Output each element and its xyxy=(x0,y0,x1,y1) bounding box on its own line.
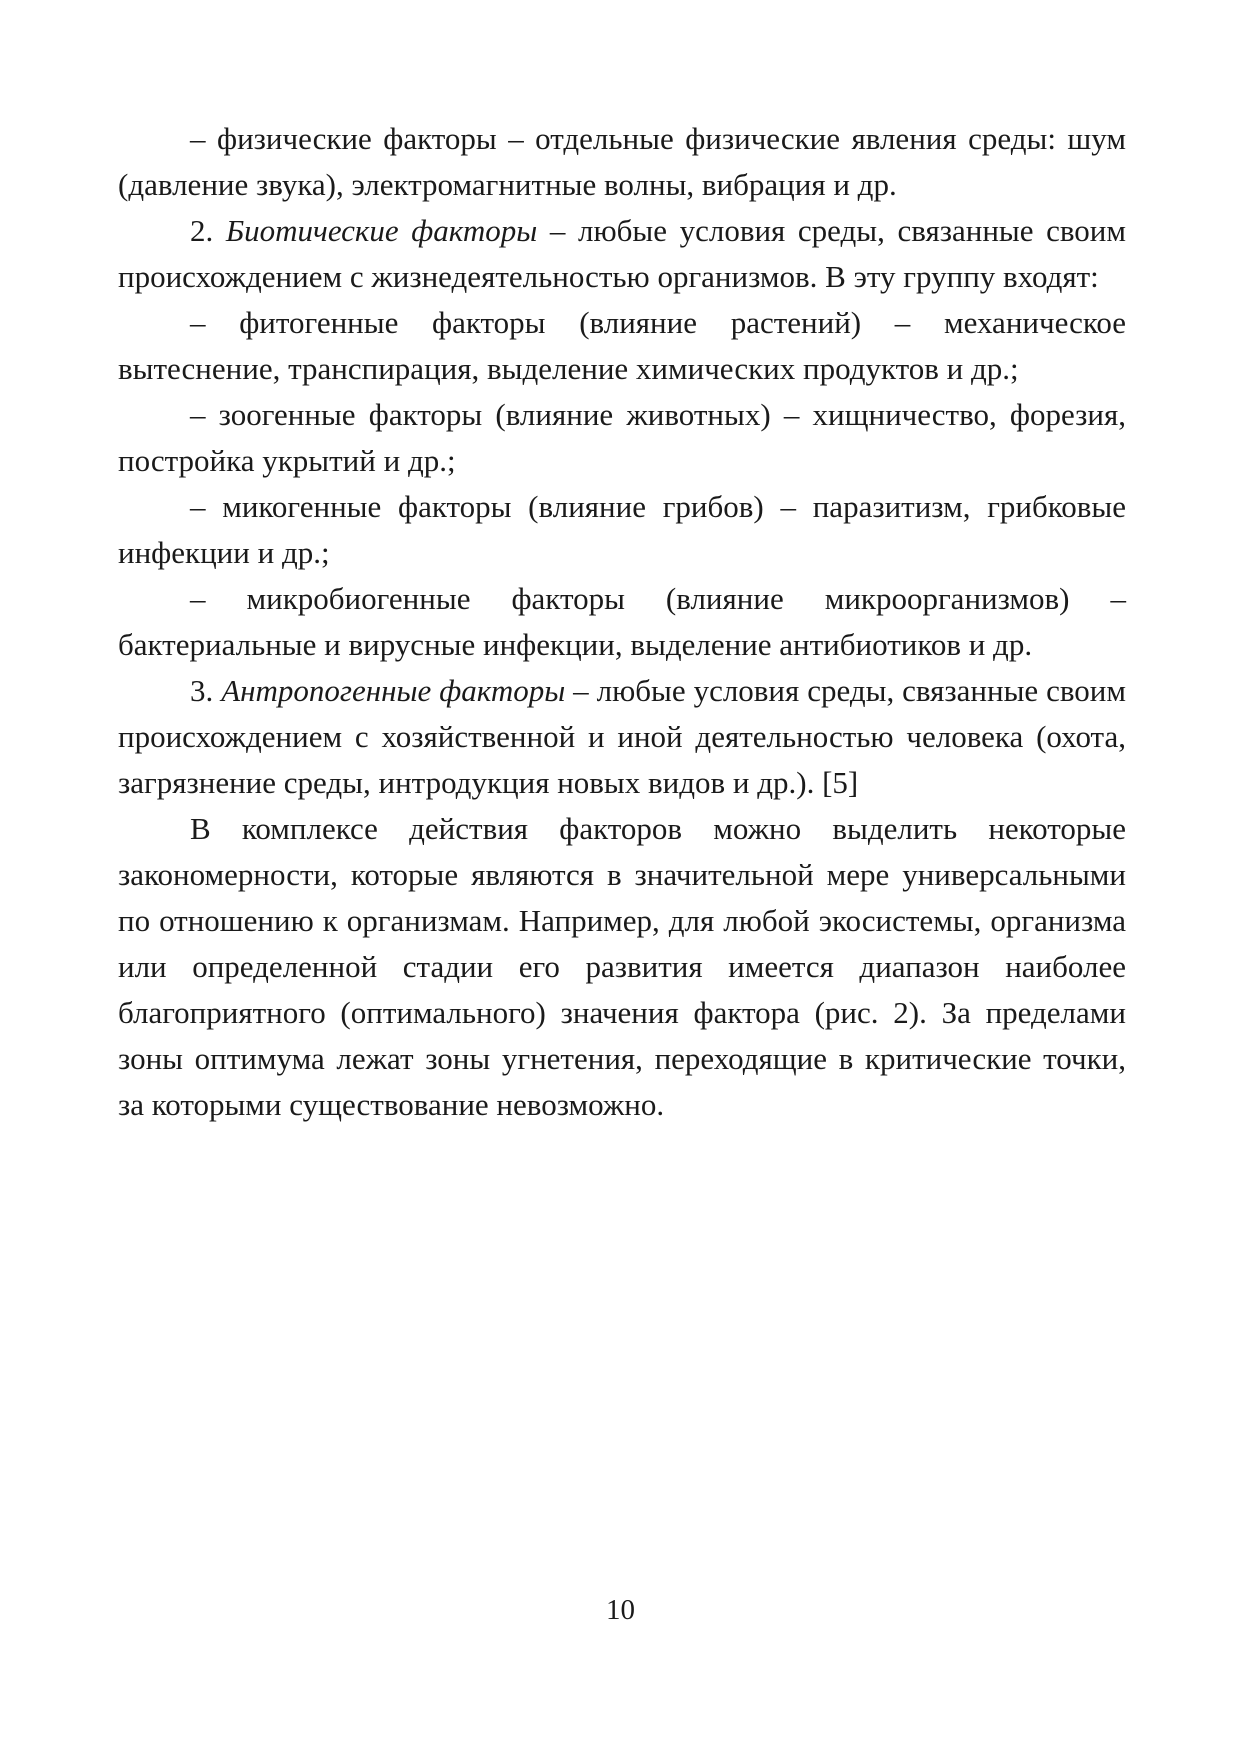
paragraph-zoogenic-factors: – зоогенные факторы (влияние животных) – хищничество, форезия, постройка укрытий и др.; xyxy=(118,397,1126,478)
paragraph-biotic-factors xyxy=(118,208,1126,300)
list-number: 2. xyxy=(190,213,214,248)
paragraph-mycogenic-factors: – микогенные факторы (влияние грибов) – паразитизм, грибковые инфекции и др.; xyxy=(118,489,1126,570)
paragraph-physical-factors: – физические факторы – отдельные физические явления среды: шум (давление звука), электромагнитные волны, вибрация и др. xyxy=(118,121,1126,202)
paragraph-regularities: В комплексе действия факторов можно выделить некоторые закономерности, которые являются в значительной мере универсальными по отношению к организмам. Например, для любой экосистемы, организма или определенной стадии его развития имеется диапазон наиболее благоприятного (оптимального) значения фактора (рис. 2). За пределами зоны оптимума лежат зоны угнетения, переходящие в критические точки, за которыми существование невозможно. xyxy=(118,811,1126,1122)
page-number: 10 xyxy=(606,1594,635,1626)
list-number: 3. xyxy=(190,673,214,708)
paragraph-text: – любые условия среды, связанные своим происхождением с жизнедеятельностью организмов. В эту группу входят: xyxy=(118,213,1126,294)
body-text xyxy=(118,116,1126,1128)
term-biotic-factors: Биотические факторы xyxy=(225,213,538,248)
paragraph-text: – любые условия среды, связанные своим происхождением с хозяйственной и иной деятельностью человека (охота, загрязнение среды, интродукция новых видов и др.). [5] xyxy=(118,673,1127,800)
paragraph-phytogenic-factors: – фитогенные факторы (влияние растений) – механическое вытеснение, транспирация, выделение химических продуктов и др.; xyxy=(118,305,1126,386)
paragraph-anthropogenic-factors xyxy=(118,668,1126,806)
paragraph-microbiogenic-factors: – микробиогенные факторы (влияние микроорганизмов) – бактериальные и вирусные инфекции, выделение антибиотиков и др. xyxy=(118,581,1126,662)
term-anthropogenic-factors: Антропогенные факторы xyxy=(221,673,566,708)
